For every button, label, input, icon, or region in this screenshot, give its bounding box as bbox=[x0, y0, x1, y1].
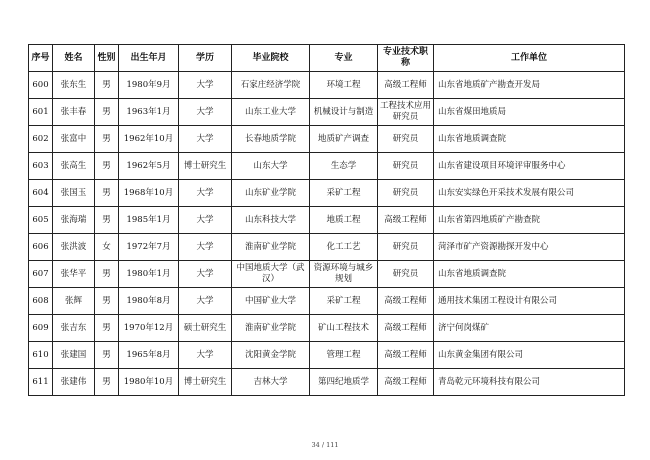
cell-title: 高级工程师 bbox=[378, 207, 434, 234]
cell-birth: 1968年10月 bbox=[119, 180, 179, 207]
cell-employer: 通用技术集团工程设计有限公司 bbox=[434, 288, 625, 315]
col-header-title: 专业技术职称 bbox=[378, 45, 434, 72]
cell-no: 605 bbox=[29, 207, 53, 234]
cell-employer: 山东黄金集团有限公司 bbox=[434, 342, 625, 369]
personnel-table bbox=[28, 44, 625, 396]
cell-birth: 1963年1月 bbox=[119, 99, 179, 126]
cell-school: 长春地质学院 bbox=[232, 126, 310, 153]
cell-school: 淮南矿业学院 bbox=[232, 315, 310, 342]
cell-employer: 山东省地质矿产勘查开发局 bbox=[434, 72, 625, 99]
cell-gender: 男 bbox=[95, 72, 119, 99]
table-row bbox=[29, 234, 625, 261]
col-header-employer: 工作单位 bbox=[434, 45, 625, 72]
table-row bbox=[29, 288, 625, 315]
table-row bbox=[29, 342, 625, 369]
header-row bbox=[29, 45, 625, 72]
cell-employer: 山东省煤田地质局 bbox=[434, 99, 625, 126]
cell-major: 采矿工程 bbox=[310, 180, 378, 207]
cell-education: 大学 bbox=[179, 72, 232, 99]
cell-no: 603 bbox=[29, 153, 53, 180]
cell-employer: 山东省地质调查院 bbox=[434, 261, 625, 288]
col-header-gender: 性别 bbox=[95, 45, 119, 72]
table-body bbox=[29, 72, 625, 396]
cell-no: 607 bbox=[29, 261, 53, 288]
cell-no: 608 bbox=[29, 288, 53, 315]
table-row bbox=[29, 126, 625, 153]
cell-title: 工程技术应用研究员 bbox=[378, 99, 434, 126]
page-number: 34 / 111 bbox=[311, 441, 339, 449]
cell-gender: 男 bbox=[95, 207, 119, 234]
col-header-name: 姓名 bbox=[53, 45, 95, 72]
cell-name: 张洪波 bbox=[53, 234, 95, 261]
cell-gender: 男 bbox=[95, 126, 119, 153]
cell-birth: 1980年10月 bbox=[119, 369, 179, 396]
col-header-education: 学历 bbox=[179, 45, 232, 72]
cell-name: 张辉 bbox=[53, 288, 95, 315]
table-row bbox=[29, 207, 625, 234]
cell-school: 山东大学 bbox=[232, 153, 310, 180]
cell-title: 研究员 bbox=[378, 234, 434, 261]
cell-education: 大学 bbox=[179, 288, 232, 315]
cell-name: 张国玉 bbox=[53, 180, 95, 207]
cell-name: 张高生 bbox=[53, 153, 95, 180]
cell-title: 高级工程师 bbox=[378, 369, 434, 396]
cell-school: 沈阳黄金学院 bbox=[232, 342, 310, 369]
cell-title: 高级工程师 bbox=[378, 72, 434, 99]
cell-education: 大学 bbox=[179, 180, 232, 207]
cell-education: 大学 bbox=[179, 99, 232, 126]
cell-no: 611 bbox=[29, 369, 53, 396]
cell-title: 高级工程师 bbox=[378, 315, 434, 342]
cell-name: 张东生 bbox=[53, 72, 95, 99]
cell-gender: 男 bbox=[95, 315, 119, 342]
cell-employer: 山东省建设项目环境评审服务中心 bbox=[434, 153, 625, 180]
cell-title: 高级工程师 bbox=[378, 342, 434, 369]
col-header-birth: 出生年月 bbox=[119, 45, 179, 72]
cell-school: 中国地质大学（武汉） bbox=[232, 261, 310, 288]
cell-gender: 男 bbox=[95, 99, 119, 126]
cell-gender: 男 bbox=[95, 180, 119, 207]
cell-education: 大学 bbox=[179, 234, 232, 261]
table-row bbox=[29, 153, 625, 180]
cell-education: 大学 bbox=[179, 342, 232, 369]
cell-birth: 1970年12月 bbox=[119, 315, 179, 342]
cell-major: 第四纪地质学 bbox=[310, 369, 378, 396]
cell-major: 地质工程 bbox=[310, 207, 378, 234]
cell-name: 张富中 bbox=[53, 126, 95, 153]
cell-no: 601 bbox=[29, 99, 53, 126]
cell-school: 山东矿业学院 bbox=[232, 180, 310, 207]
cell-school: 吉林大学 bbox=[232, 369, 310, 396]
cell-title: 研究员 bbox=[378, 180, 434, 207]
cell-birth: 1980年8月 bbox=[119, 288, 179, 315]
cell-school: 山东科技大学 bbox=[232, 207, 310, 234]
col-header-no: 序号 bbox=[29, 45, 53, 72]
table-row bbox=[29, 180, 625, 207]
cell-education: 硕士研究生 bbox=[179, 315, 232, 342]
cell-no: 610 bbox=[29, 342, 53, 369]
cell-birth: 1962年5月 bbox=[119, 153, 179, 180]
cell-title: 研究员 bbox=[378, 261, 434, 288]
cell-birth: 1980年1月 bbox=[119, 261, 179, 288]
cell-school: 山东工业大学 bbox=[232, 99, 310, 126]
cell-no: 602 bbox=[29, 126, 53, 153]
cell-employer: 青岛乾元环境科技有限公司 bbox=[434, 369, 625, 396]
cell-major: 机械设计与制造 bbox=[310, 99, 378, 126]
cell-employer: 山东省第四地质矿产勘查院 bbox=[434, 207, 625, 234]
cell-birth: 1980年9月 bbox=[119, 72, 179, 99]
cell-no: 606 bbox=[29, 234, 53, 261]
cell-major: 生态学 bbox=[310, 153, 378, 180]
cell-major: 矿山工程技术 bbox=[310, 315, 378, 342]
table-row bbox=[29, 315, 625, 342]
cell-no: 600 bbox=[29, 72, 53, 99]
cell-name: 张丰春 bbox=[53, 99, 95, 126]
cell-major: 环境工程 bbox=[310, 72, 378, 99]
cell-no: 604 bbox=[29, 180, 53, 207]
cell-birth: 1962年10月 bbox=[119, 126, 179, 153]
cell-major: 采矿工程 bbox=[310, 288, 378, 315]
cell-name: 张海瑞 bbox=[53, 207, 95, 234]
cell-gender: 女 bbox=[95, 234, 119, 261]
cell-employer: 山东安实绿色开采技术发展有限公司 bbox=[434, 180, 625, 207]
cell-major: 资源环境与城乡规划 bbox=[310, 261, 378, 288]
cell-education: 博士研究生 bbox=[179, 153, 232, 180]
cell-gender: 男 bbox=[95, 342, 119, 369]
cell-education: 博士研究生 bbox=[179, 369, 232, 396]
cell-title: 研究员 bbox=[378, 153, 434, 180]
cell-birth: 1965年8月 bbox=[119, 342, 179, 369]
cell-employer: 菏泽市矿产资源勘探开发中心 bbox=[434, 234, 625, 261]
table-row bbox=[29, 261, 625, 288]
cell-school: 淮南矿业学院 bbox=[232, 234, 310, 261]
cell-education: 大学 bbox=[179, 207, 232, 234]
cell-name: 张建国 bbox=[53, 342, 95, 369]
table-row bbox=[29, 369, 625, 396]
cell-education: 大学 bbox=[179, 261, 232, 288]
cell-school: 中国矿业大学 bbox=[232, 288, 310, 315]
cell-name: 张华平 bbox=[53, 261, 95, 288]
cell-gender: 男 bbox=[95, 369, 119, 396]
cell-title: 研究员 bbox=[378, 126, 434, 153]
cell-school: 石家庄经济学院 bbox=[232, 72, 310, 99]
cell-education: 大学 bbox=[179, 126, 232, 153]
cell-name: 张建伟 bbox=[53, 369, 95, 396]
cell-gender: 男 bbox=[95, 153, 119, 180]
table-row bbox=[29, 72, 625, 99]
cell-employer: 济宁何岗煤矿 bbox=[434, 315, 625, 342]
cell-title: 高级工程师 bbox=[378, 288, 434, 315]
col-header-major: 专业 bbox=[310, 45, 378, 72]
cell-gender: 男 bbox=[95, 261, 119, 288]
cell-gender: 男 bbox=[95, 288, 119, 315]
table-row bbox=[29, 99, 625, 126]
cell-birth: 1985年1月 bbox=[119, 207, 179, 234]
cell-employer: 山东省地质调查院 bbox=[434, 126, 625, 153]
cell-major: 化工工艺 bbox=[310, 234, 378, 261]
cell-major: 管理工程 bbox=[310, 342, 378, 369]
cell-no: 609 bbox=[29, 315, 53, 342]
cell-name: 张吉东 bbox=[53, 315, 95, 342]
cell-birth: 1972年7月 bbox=[119, 234, 179, 261]
cell-major: 地质矿产调查 bbox=[310, 126, 378, 153]
col-header-school: 毕业院校 bbox=[232, 45, 310, 72]
